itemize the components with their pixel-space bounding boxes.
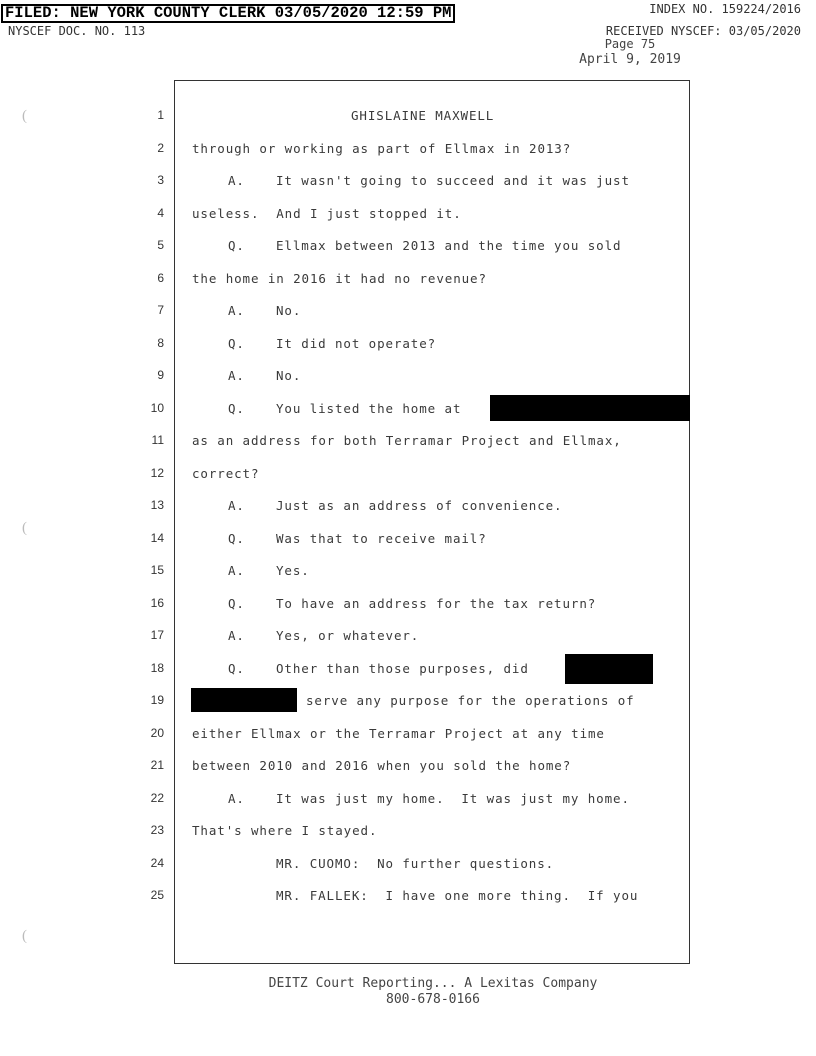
transcript-line [0,531,816,551]
line-body: You listed the home at [276,400,462,416]
received-date: RECEIVED NYSCEF: 03/05/2020 [605,24,801,38]
line-text [228,401,461,416]
line-number: 16 [150,595,164,610]
line-body: It did not operate? [276,335,437,351]
line-number: 23 [150,823,164,837]
line-number: 4 [157,205,164,220]
footer-phone: 800-678-0166 [386,992,480,1007]
speaker-marker: Q. [228,530,245,546]
line-number: 6 [157,270,164,285]
transcript-line [0,661,816,681]
nyscef-doc-number: NYSCEF DOC. NO. 113 [8,24,146,38]
line-text [228,791,630,806]
margin-mark: ( [22,928,27,944]
deposition-date: April 9, 2019 [579,52,681,67]
line-text: useless. And I just stopped it. [192,205,462,221]
transcript-line [0,596,816,616]
line-text [228,238,621,253]
line-number: 20 [150,725,164,740]
transcript-line [0,433,816,453]
line-body: To have an address for the tax return? [276,595,597,611]
line-text: correct? [192,465,260,481]
transcript-line [0,823,816,843]
margin-mark: ( [22,108,27,124]
transcript-line [0,141,816,161]
line-number: 10 [150,400,164,415]
transcript-line [0,726,816,746]
line-text [228,368,301,383]
speaker-marker: Q. [228,660,245,676]
footer-company: DEITZ Court Reporting... A Lexitas Company [268,976,598,991]
transcript-line [0,466,816,486]
line-body: No. [276,303,302,318]
transcript-line [0,693,816,713]
filed-stamp: FILED: NEW YORK COUNTY CLERK 03/05/2020 12:59 PM [1,4,455,23]
line-text: through or working as part of Ellmax in 2013? [192,140,572,156]
transcript-line [0,238,816,258]
speaker-marker: A. [228,368,245,383]
transcript-line [0,108,816,128]
transcript-line [0,888,816,908]
line-number: 5 [157,238,164,252]
line-number: 1 [157,108,164,122]
line-number: 13 [150,498,164,512]
line-text [228,563,310,578]
line-number: 11 [151,433,164,447]
line-number: 24 [150,855,164,870]
line-number: 21 [150,758,164,772]
transcript-line [0,758,816,778]
speaker-marker: A. [228,498,245,513]
line-text: either Ellmax or the Terramar Project at any time [192,725,605,741]
line-text: GHISLAINE MAXWELL [351,108,495,123]
line-number: 8 [157,335,164,350]
transcript-line [0,791,816,811]
line-body: No. [276,368,302,383]
line-text [228,531,487,546]
line-text [228,336,436,351]
line-body: Other than those purposes, did [276,660,529,676]
transcript-line [0,336,816,356]
margin-mark: ( [22,520,27,536]
line-number: 19 [150,693,164,707]
line-text [228,173,630,188]
transcript-line [0,368,816,388]
line-text [228,498,562,513]
transcript-line [0,401,816,421]
transcript-line [0,498,816,518]
line-text: That's where I stayed. [192,823,378,838]
line-body: Yes, or whatever. [276,628,420,643]
line-body: It wasn't going to succeed and it was just [276,173,630,188]
line-text [228,303,301,318]
line-text: the home in 2016 it had no revenue? [192,270,487,286]
line-text: serve any purpose for the operations of [306,693,635,708]
transcript-line [0,856,816,876]
line-text: as an address for both Terramar Project and Ellmax, [192,433,622,448]
line-number: 18 [150,660,164,675]
line-text: MR. FALLEK: I have one more thing. If you [276,888,639,903]
line-body: It was just my home. It was just my home. [276,790,630,806]
line-number: 12 [150,465,164,480]
line-number: 22 [150,790,164,805]
speaker-marker: Q. [228,400,245,416]
line-body: Was that to receive mail? [276,530,487,546]
transcript-line [0,563,816,583]
line-text: MR. CUOMO: No further questions. [276,855,555,871]
line-number: 25 [150,888,164,902]
speaker-marker: A. [228,628,245,643]
speaker-marker: A. [228,173,245,188]
line-text: between 2010 and 2016 when you sold the home? [192,758,572,773]
redaction-box [490,395,690,421]
index-number: INDEX NO. 159224/2016 [649,2,801,16]
line-body: Just as an address of convenience. [276,498,563,513]
transcript-line [0,173,816,193]
line-number: 7 [157,303,164,317]
page-number: Page 75 [604,37,656,51]
line-number: 2 [157,140,164,155]
transcript-line [0,271,816,291]
speaker-marker: A. [228,303,245,318]
transcript-line [0,303,816,323]
redaction-box [565,654,653,684]
speaker-marker: A. [228,790,245,806]
line-text [228,596,596,611]
line-number: 3 [157,173,164,187]
transcript-line [0,206,816,226]
speaker-marker: Q. [228,238,245,253]
line-text [228,628,419,643]
line-body: Ellmax between 2013 and the time you sold [276,238,622,253]
line-text [228,661,529,676]
redaction-box [191,688,297,712]
speaker-marker: Q. [228,335,245,351]
speaker-marker: Q. [228,595,245,611]
speaker-marker: A. [228,563,245,578]
transcript-line [0,628,816,648]
line-number: 9 [157,368,164,382]
line-body: Yes. [276,563,310,578]
line-number: 17 [150,628,164,642]
line-number: 14 [150,530,164,545]
line-number: 15 [150,563,164,577]
